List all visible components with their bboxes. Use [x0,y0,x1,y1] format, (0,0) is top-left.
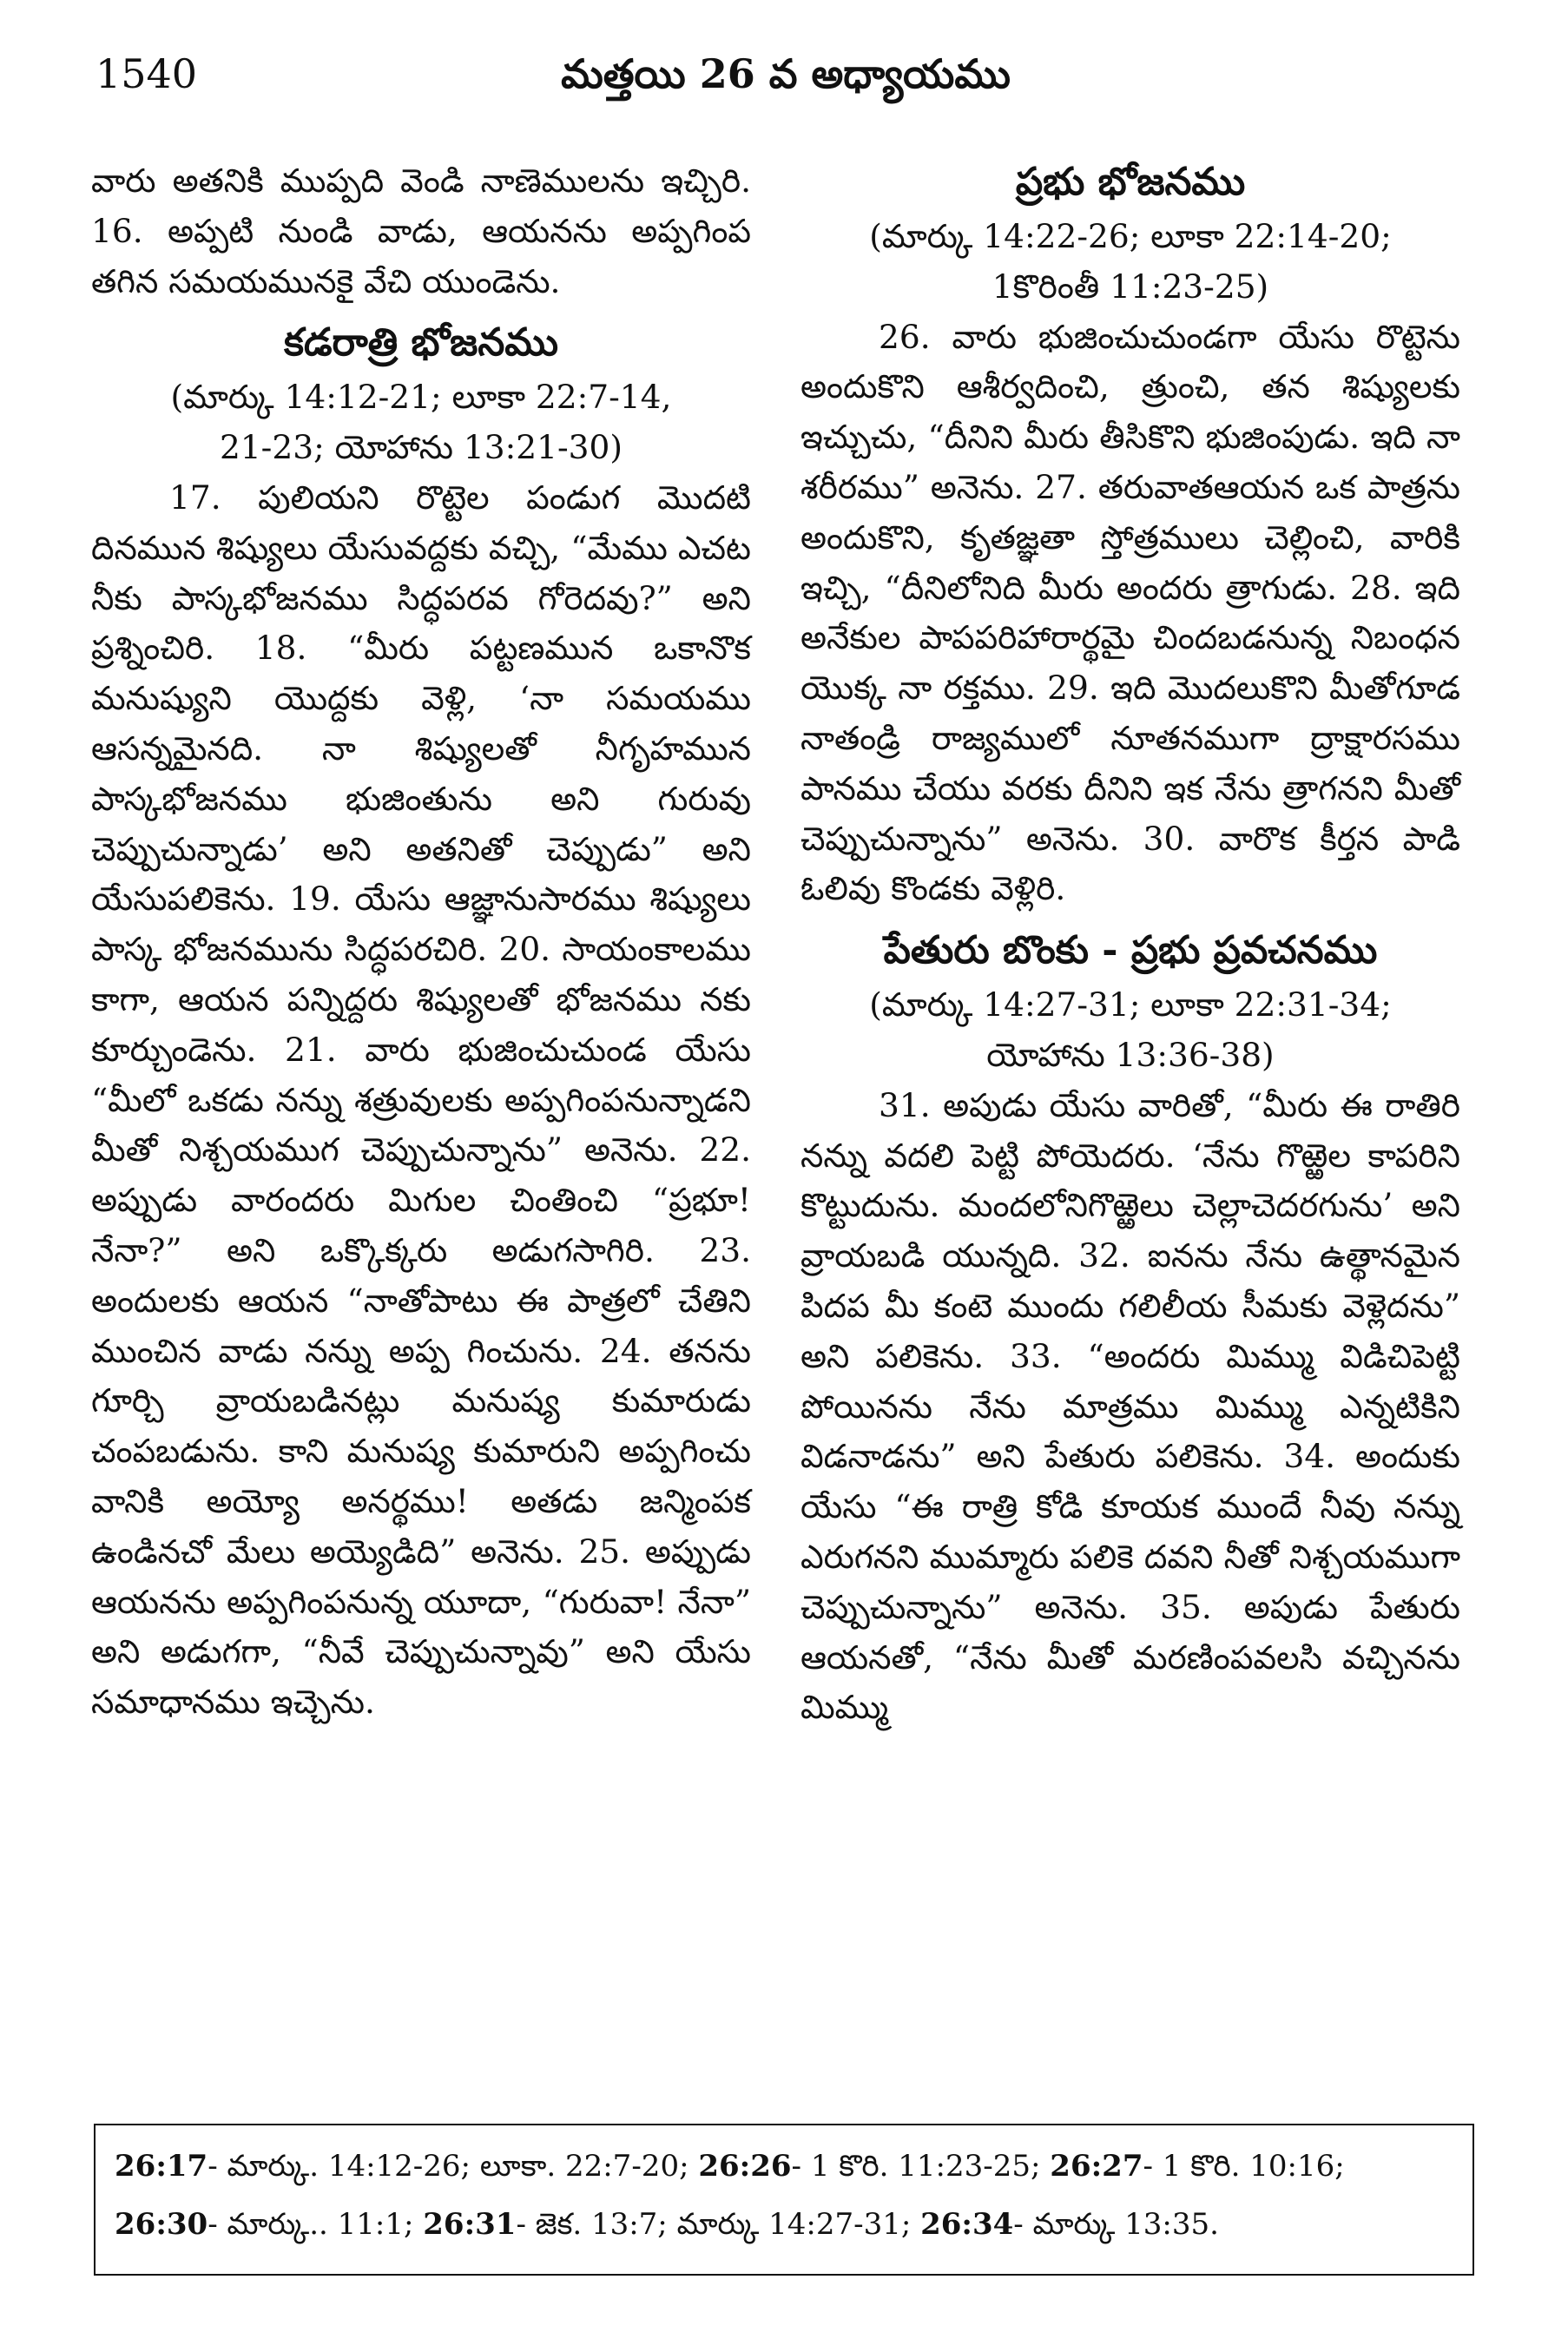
verse-ref: 26:17 [115,2149,208,2184]
left-column [91,156,751,1728]
footnote-box [94,2124,1474,2276]
footnote-text: - 1 కొరి. 10:16; [1143,2149,1345,2184]
paragraph: 31. అపుడు యేసు వారితో, “మీరు ఈ రాతిరి నన్ను వదలి పెట్టి పోయెదరు. ‘నేను గొఱ్ఱెల కాపరిని కొట్టుదును. మందలోనిగొఱ్ఱెలు చెల్లాచెదరగును’ అని వ్రాయబడి యున్నది. 32. ఐనను నేను ఉత్థానమైన పిదప మీ కంటె ముందు గలిలీయ సీమకు వెళ్లెదను” అని పలికెను. 33. “అందరు మిమ్ము విడిచిపెట్టి పోయినను నేను మాత్రము మిమ్ము ఎన్నటికిని విడనాడను” అని పేతురు పలికెను. 34. అందుకు యేసు “ఈ రాత్రి కోడి కూయక ముందే నీవు నన్ను ఎరుగనని ముమ్మారు పలికె దవని నీతో నిశ్చయముగా చెప్పుచున్నాను” అనెను. 35. అపుడు పేతురు ఆయనతో, “నేను మీతో మరణింపవలసి వచ్చినను మిమ్ము [800,1085,1460,1727]
page-number: 1540 [96,50,198,97]
right-column [800,156,1460,1733]
footnote-line [115,2196,1453,2254]
cross-references: (మార్కు 14:27-31; లూకా 22:31-34; [869,985,1392,1024]
running-title: మత్తయి 26 వ అధ్యాయము [561,50,1011,97]
verse-ref: 26:34 [920,2207,1014,2242]
footnote-text: - మార్కు 13:35. [1013,2207,1219,2242]
cross-references: యోహాను 13:36-38) [986,1035,1275,1074]
cross-references: (మార్కు 14:12-21; లూకా 22:7-14, [170,378,672,417]
paragraph: 26. వారు భుజించుచుండగా యేసు రొట్టెను అందుకొని ఆశీర్వదించి, త్రుంచి, తన శిష్యులకు ఇచ్చుచు, “దీనిని మీరు తీసికొని భుజింపుడు. ఇది నా శరీరము” అనెను. 27. తరువాతఆయన ఒక పాత్రను అందుకొని, కృతజ్ఞతా స్తోత్రములు చెల్లించి, వారికి ఇచ్చి, “దీనిలోనిది మీరు అందరు త్రాగుడు. 28. ఇది అనేకుల పాపపరిహారార్థమై చిందబడనున్న నిబంధన యొక్క నా రక్తము. 29. ఇది మొదలుకొని మీతోగూడ నాతండ్రి రాజ్యములో నూతనముగా ద్రాక్షారసము పానము చేయు వరకు దీనిని ఇక నేను త్రాగనని మీతో చెప్పుచున్నాను” అనెను. 30. వారొక కీర్తన పాడి ఓలివు కొండకు వెళ్లిరి. [800,317,1460,908]
verse-ref: 26:27 [1050,2149,1143,2184]
section-heading: పేతురు బొంకు - ప్రభు ప్రవచనము [883,928,1378,973]
footnote-line [115,2138,1453,2196]
footnote-text: - మార్కు. 14:12-26; లూకా. 22:7-20; [208,2149,699,2184]
cross-references: 1కొరింతీ 11:23-25) [992,267,1269,306]
cross-references: 21-23; యోహాను 13:21-30) [219,428,623,467]
cross-references: (మార్కు 14:22-26; లూకా 22:14-20; [869,217,1392,255]
paragraph: వారు అతనికి ముప్పది వెండి నాణెములను ఇచ్చిరి. 16. అప్పటి నుండి వాడు, ఆయనను అప్పగింప తగిన సమయమునకై వేచి యుండెను. [91,161,751,300]
section-heading: కడరాత్రి భోజనము [283,320,558,366]
section-heading: ప్రభు భోజనము [1015,160,1246,204]
footnote-text: - మార్కు.. 11:1; [208,2207,424,2242]
page-header [96,50,1476,120]
footnote-text: - జెక. 13:7; మార్కు 14:27-31; [516,2207,921,2242]
footnote-text: - 1 కొరి. 11:23-25; [791,2149,1051,2184]
verse-ref: 26:31 [423,2207,517,2242]
verse-ref: 26:30 [115,2207,208,2242]
verse-ref: 26:26 [698,2149,792,2184]
paragraph: 17. పులియని రొట్టెల పండుగ మొదటి దినమున శిష్యులు యేసువద్దకు వచ్చి, “మేము ఎచట నీకు పాస్కభోజనము సిద్ధపరవ గోరెదవు?” అని ప్రశ్నించిరి. 18. “మీరు పట్టణమున ఒకానొక మనుష్యుని యొద్దకు వెళ్లి, ‘నా సమయము ఆసన్నమైనది. నా శిష్యులతో నీగృహమున పాస్కభోజనము భుజింతును అని గురువు చెప్పుచున్నాడు’ అని అతనితో చెప్పుడు” అని యేసుపలికెను. 19. యేసు ఆజ్ఞానుసారము శిష్యులు పాస్క భోజనమును సిద్ధపరచిరి. 20. సాయంకాలము కాగా, ఆయన పన్నిద్దరు శిష్యులతో భోజనము నకు కూర్చుండెను. 21. వారు భుజించుచుండ యేసు “మీలో ఒకడు నన్ను శత్రువులకు అప్పగింపనున్నాడని మీతో నిశ్చయముగ చెప్పుచున్నాను” అనెను. 22. అప్పుడు వారందరు మిగుల చింతించి “ప్రభూ! నేనా?” అని ఒక్కొక్కరు అడుగసాగిరి. 23. అందులకు ఆయన “నాతోపాటు ఈ పాత్రలో చేతిని ముంచిన వాడు నన్ను అప్ప గించును. 24. తనను గూర్చి వ్రాయబడినట్లు మనుష్య కుమారుడు చంపబడును. కాని మనుష్య కుమారుని అప్పగించు వానికి అయ్యో అనర్థము! అతడు జన్మింపక ఉండినచో మేలు అయ్యెడిది” అనెను. 25. అప్పుడు ఆయనను అప్పగింపనున్న యూదా, “గురువా! నేనా” అని అడుగగా, “నీవే చెప్పుచున్నావు” అని యేసు సమాధానము ఇచ్చెను. [91,478,751,1722]
